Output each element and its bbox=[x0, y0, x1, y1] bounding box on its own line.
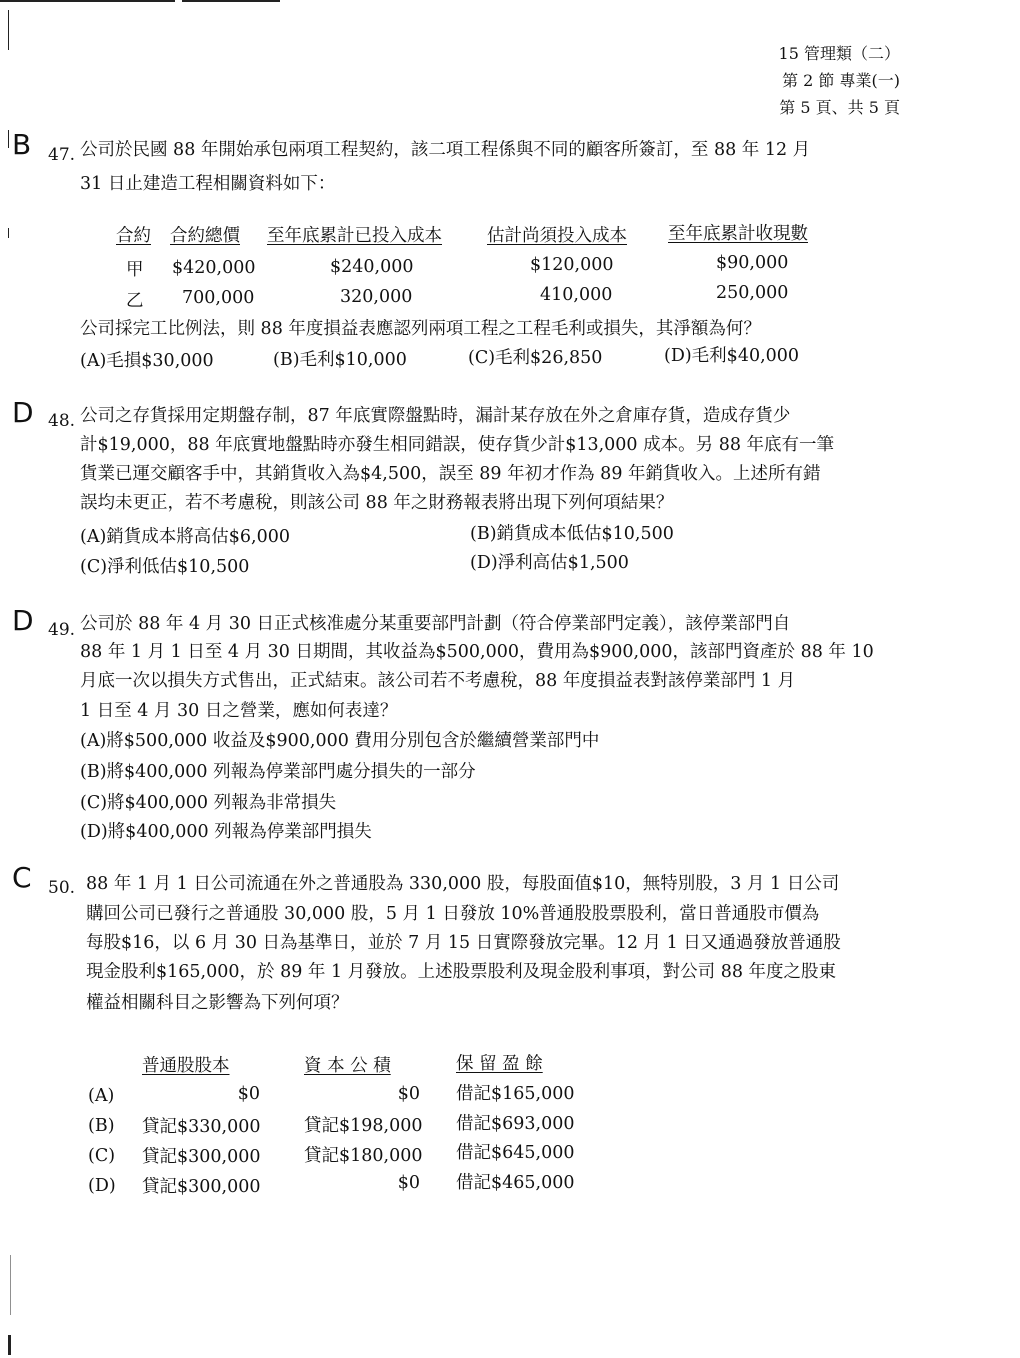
q49-option-b: (B)將$400,000 列報為停業部門處分損失的一部分 bbox=[80, 762, 476, 782]
q50-row-b-label: (B) bbox=[88, 1116, 115, 1136]
q47-handwritten-answer: B bbox=[12, 128, 32, 161]
q50-row-b-surplus: 貸記$198,000 bbox=[304, 1116, 423, 1136]
q47-line-1: 公司於民國 88 年開始承包兩項工程契約，該二項工程係與不同的顧客所簽訂，至 88 年 12 月 bbox=[80, 140, 811, 160]
q47-row-1-remaining: $120,000 bbox=[530, 255, 614, 275]
scan-margin-mark-2 bbox=[8, 130, 9, 148]
header-line-2: 第 2 節 專業(一) bbox=[782, 71, 900, 90]
q50-table-header-3: 保 留 盈 餘 bbox=[456, 1054, 543, 1074]
q47-option-a: (A)毛損$30,000 bbox=[80, 351, 214, 371]
q49-line-2: 88 年 1 月 1 日至 4 月 30 日期間，其收益為$500,000，費用為$900,000，該部門資產於 88 年 10 bbox=[80, 642, 874, 662]
q50-row-c-label: (C) bbox=[88, 1146, 116, 1166]
q47-row-2-cost: 320,000 bbox=[340, 287, 413, 307]
q47-number: 47. bbox=[48, 145, 76, 165]
q49-option-c: (C)將$400,000 列報為非常損失 bbox=[80, 793, 337, 813]
q50-row-d-surplus: $0 bbox=[397, 1173, 420, 1193]
q50-row-d-retained: 借記$465,000 bbox=[456, 1173, 575, 1193]
q50-row-d-label: (D) bbox=[88, 1176, 116, 1196]
q48-line-4: 誤均未更正，若不考慮稅，則該公司 88 年之財務報表將出現下列何項結果？ bbox=[80, 493, 674, 513]
q50-table-header-1: 普通股股本 bbox=[142, 1056, 230, 1076]
page-header bbox=[779, 40, 900, 121]
q48-line-1: 公司之存貨採用定期盤存制，87 年底實際盤點時，漏計某存放在外之倉庫存貨，造成存貨少 bbox=[80, 406, 791, 426]
q47-question: 公司採完工比例法，則 88 年度損益表應認列兩項工程之工程毛利或損失，其淨額為何？ bbox=[80, 319, 761, 339]
q50-row-c-surplus: 貸記$180,000 bbox=[304, 1146, 423, 1166]
q47-line-2: 31 日止建造工程相關資料如下： bbox=[80, 174, 336, 194]
q50-table-header-2: 資 本 公 積 bbox=[304, 1056, 391, 1076]
q50-handwritten-answer: C bbox=[12, 861, 32, 894]
q47-table-header-5: 至年底累計收現數 bbox=[668, 224, 808, 244]
q50-row-c-capital: 貸記$300,000 bbox=[142, 1147, 261, 1167]
q49-number: 49. bbox=[48, 620, 76, 640]
q47-row-2-contract: 乙 bbox=[126, 291, 144, 311]
q50-line-4: 現金股利$165,000，於 89 年 1 月發放。上述股票股利及現金股利事項，對公司 88 年度之股東 bbox=[86, 962, 837, 982]
q49-line-1: 公司於 88 年 4 月 30 日正式核准處分某重要部門計劃（符合停業部門定義），該停業部門自 bbox=[80, 614, 791, 634]
q50-row-c-retained: 借記$645,000 bbox=[456, 1143, 575, 1163]
q47-option-b: (B)毛利$10,000 bbox=[273, 350, 407, 370]
scan-margin-mark-3 bbox=[8, 228, 9, 238]
q50-row-b-capital: 貸記$330,000 bbox=[142, 1117, 261, 1137]
q50-row-a-label: (A) bbox=[88, 1086, 115, 1106]
q48-line-2: 計$19,000，88 年底實地盤點時亦發生相同錯誤，使存貨少計$13,000 成本。另 88 年底有一筆 bbox=[80, 435, 835, 455]
q47-table-header-1: 合約 bbox=[116, 226, 151, 246]
header-line-1: 15 管理類（二） bbox=[778, 44, 900, 63]
q49-line-3: 月底一次以損失方式售出，正式結束。該公司若不考慮稅，88 年度損益表對該停業部門 1 月 bbox=[80, 671, 796, 691]
q49-line-4: 1 日至 4 月 30 日之營業，應如何表達？ bbox=[80, 701, 398, 721]
q47-row-1-cost: $240,000 bbox=[330, 257, 414, 277]
q50-row-a-retained: 借記$165,000 bbox=[456, 1084, 575, 1104]
q48-option-d: (D)淨利高估$1,500 bbox=[470, 553, 629, 573]
q48-option-c: (C)淨利低估$10,500 bbox=[80, 557, 250, 577]
scan-line-top-left bbox=[0, 0, 175, 2]
q47-row-1-contract: 甲 bbox=[126, 260, 144, 280]
scan-line-top-mid bbox=[182, 0, 280, 2]
q50-line-5: 權益相關科目之影響為下列何項？ bbox=[86, 993, 349, 1013]
q47-table-header-2: 合約總價 bbox=[170, 226, 240, 246]
q48-option-a: (A)銷貨成本將高估$6,000 bbox=[80, 527, 291, 547]
q50-row-a-capital: $0 bbox=[237, 1084, 260, 1104]
scan-margin-mark-4 bbox=[10, 1255, 11, 1315]
q47-table-header-3: 至年底累計已投入成本 bbox=[267, 226, 442, 246]
q47-row-1-price: $420,000 bbox=[172, 258, 256, 278]
scan-margin-mark-5 bbox=[8, 1335, 11, 1355]
q49-handwritten-answer: D bbox=[12, 604, 34, 637]
q48-number: 48. bbox=[48, 411, 76, 431]
q50-number: 50. bbox=[48, 878, 76, 898]
q47-row-2-price: 700,000 bbox=[182, 288, 255, 308]
q50-row-a-surplus: $0 bbox=[397, 1084, 420, 1104]
q50-row-b-retained: 借記$693,000 bbox=[456, 1114, 575, 1134]
q47-row-2-remaining: 410,000 bbox=[540, 285, 613, 305]
q48-line-3: 貨業已運交顧客手中，其銷貨收入為$4,500，誤至 89 年初才作為 89 年銷貨收入。上述所有錯 bbox=[80, 464, 821, 484]
q50-line-2: 購回公司已發行之普通股 30,000 股，5 月 1 日發放 10%普通股股票股利，當日普通股市價為 bbox=[86, 904, 820, 924]
q50-line-1: 88 年 1 月 1 日公司流通在外之普通股為 330,000 股，每股面值$10，無特別股，3 月 1 日公司 bbox=[86, 874, 840, 894]
q50-row-d-capital: 貸記$300,000 bbox=[142, 1177, 261, 1197]
q47-row-2-collected: 250,000 bbox=[716, 283, 789, 303]
q47-table-header-4: 估計尚須投入成本 bbox=[487, 226, 627, 246]
q48-option-b: (B)銷貨成本低估$10,500 bbox=[470, 524, 674, 544]
q47-row-1-collected: $90,000 bbox=[716, 253, 789, 273]
q49-option-d: (D)將$400,000 列報為停業部門損失 bbox=[80, 822, 372, 842]
q48-handwritten-answer: D bbox=[12, 396, 34, 429]
q50-line-3: 每股$16，以 6 月 30 日為基準日，並於 7 月 15 日實際發放完畢。12 月 1 日又通過發放普通股 bbox=[86, 933, 841, 953]
scan-margin-mark-1 bbox=[8, 10, 9, 50]
q49-option-a: (A)將$500,000 收益及$900,000 費用分別包含於繼續營業部門中 bbox=[80, 731, 600, 751]
header-line-3: 第 5 頁、共 5 頁 bbox=[779, 98, 900, 117]
q47-option-c: (C)毛利$26,850 bbox=[468, 348, 603, 368]
q47-option-d: (D)毛利$40,000 bbox=[664, 346, 800, 366]
